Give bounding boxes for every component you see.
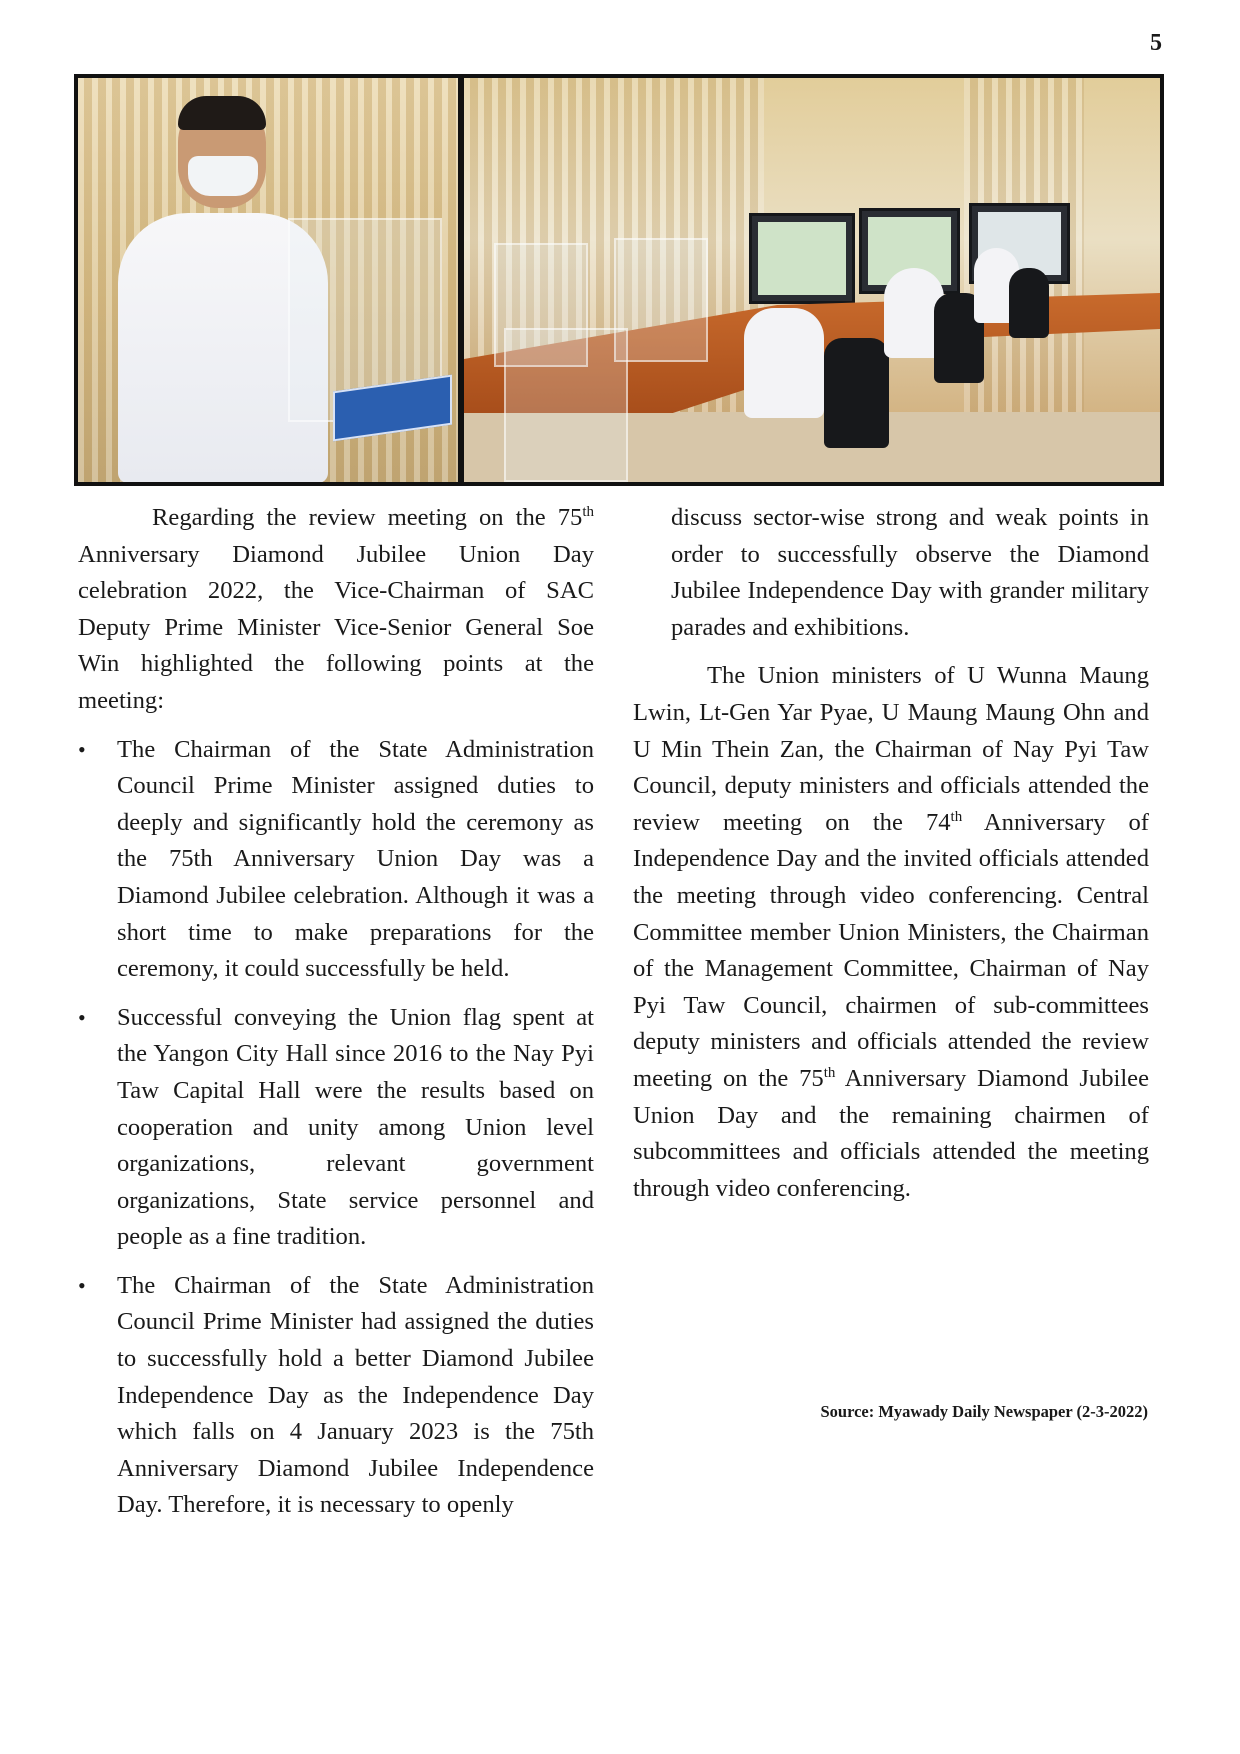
bullet-list [78,732,594,1524]
intro-paragraph: Regarding the review meeting on the 75th Anniversary Diamond Jubilee Union Day celebration 2022, the Vice-Chairman of SAC Deputy Prime Minister Vice-Senior General Soe Win highlighted the following points at the meeting: [78,503,594,714]
photo-frame [74,74,1164,486]
bullet-item: • The Chairman of the State Administration Council Prime Minister assigned duties to deeply and significantly hold the ceremony as the 75th Anniversary Union Day was a Diamond Jubilee celebration. Although it was a short time to make preparations for the ceremony, it could successfully be held. [78,732,594,988]
column-right [633,500,1149,1207]
person-hair [178,96,266,130]
photo-meeting-room [464,78,1160,482]
face-mask [188,156,258,196]
source-credit: Source: Myawady Daily Newspaper (2-3-2022) [820,1402,1148,1421]
glass-screen [504,328,628,482]
video-screen [749,213,855,304]
chair [1009,268,1049,338]
glass-screen [614,238,708,362]
photo-vice-chairman [78,78,458,482]
seated-person [744,308,824,418]
attendance-paragraph: The Union ministers of U Wunna Maung Lwin, Lt-Gen Yar Pyae, U Maung Maung Ohn and U Min Thein Zan, the Chairman of Nay Pyi Taw Council, deputy ministers and officials attended the review meeting on the 74th Anniversary of Independence Day and the invited officials attended the meeting through video conferencing. Central Committee member Union Ministers, the Chairman of the Management Committee, Chairman of Nay Pyi Taw Council, chairmen of sub-committees deputy ministers and officials attended the review meeting on the 75th Anniversary Diamond Jubilee Union Day and the remaining chairmen of subcommittees and officials attended the meeting through video conferencing. [633,662,1149,1202]
bullet-continuation: discuss sector-wise strong and weak points in order to successfully observe the Diamond Jubilee Independence Day with grander military parades and exhibitions. [671,504,1149,641]
column-left [78,500,594,1536]
bullet-item: • Successful conveying the Union flag spent at the Yangon City Hall since 2016 to the Nay Pyi Taw Capital Hall were the results based on cooperation and unity among Union level organizations, relevant government organizations, State service personnel and people as a fine tradition. [78,1000,594,1256]
bullet-item: • The Chairman of the State Administration Council Prime Minister had assigned the duties to successfully hold a better Diamond Jubilee Independence Day as the Independence Day which falls on 4 January 2023 is the 75th Anniversary Diamond Jubilee Independence Day. Therefore, it is necessary to openly [78,1268,594,1524]
chair [824,338,889,448]
page-number: 5 [1150,30,1162,56]
